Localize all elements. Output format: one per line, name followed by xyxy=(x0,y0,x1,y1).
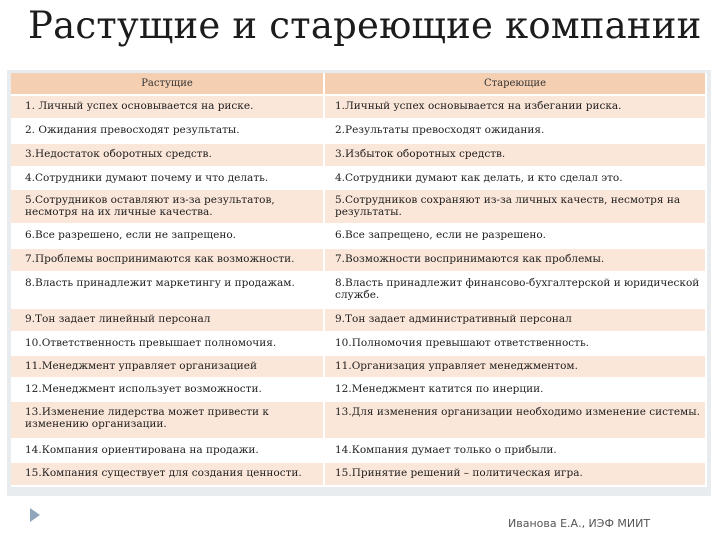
growing-cell: 10.Ответственность превышает полномочия. xyxy=(11,333,325,356)
table-row xyxy=(11,249,707,273)
aging-cell: 15.Принятие решений – политическая игра. xyxy=(325,463,707,487)
aging-cell: 5.Сотрудников сохраняют из-за личных качеств, несмотря на результаты. xyxy=(325,190,707,225)
comparison-table xyxy=(11,73,707,487)
triangle-arrow-icon xyxy=(30,508,40,522)
table-row xyxy=(11,120,707,144)
growing-cell: 4.Сотрудники думают почему и что делать. xyxy=(11,168,325,190)
table-row xyxy=(11,225,707,249)
aging-cell: 14.Компания думает только о прибыли. xyxy=(325,440,707,463)
aging-cell: 1.Личный успех основывается на избегании риска. xyxy=(325,96,707,120)
table-row xyxy=(11,379,707,402)
aging-cell: 2.Результаты превосходят ожидания. xyxy=(325,120,707,144)
aging-cell: 10.Полномочия превышают ответственность. xyxy=(325,333,707,356)
table-row xyxy=(11,402,707,440)
aging-cell: 8.Власть принадлежит финансово-бухгалтерской и юридической службе. xyxy=(325,273,707,309)
table-row xyxy=(11,333,707,356)
aging-cell: 9.Тон задает административный персонал xyxy=(325,309,707,333)
footer-author: Иванова Е.А., ИЭФ МИИТ xyxy=(508,517,651,530)
growing-cell: 8.Власть принадлежит маркетингу и продажам. xyxy=(11,273,325,309)
aging-cell: 7.Возможности воспринимаются как проблемы. xyxy=(325,249,707,273)
table-row xyxy=(11,168,707,190)
growing-cell: 11.Менеджмент управляет организацией xyxy=(11,356,325,379)
table-row xyxy=(11,190,707,225)
table-row xyxy=(11,440,707,463)
table-row xyxy=(11,356,707,379)
aging-cell: 4.Сотрудники думают как делать, и кто сделал это. xyxy=(325,168,707,190)
growing-cell: 1. Личный успех основывается на риске. xyxy=(11,96,325,120)
aging-cell: 3.Избыток оборотных средств. xyxy=(325,144,707,168)
table-row xyxy=(11,309,707,333)
aging-cell: 6.Все запрещено, если не разрешено. xyxy=(325,225,707,249)
aging-cell: 13.Для изменения организации необходимо изменение системы. xyxy=(325,402,707,440)
growing-cell: 7.Проблемы воспринимаются как возможности. xyxy=(11,249,325,273)
header-aging: Стареющие xyxy=(325,73,707,96)
growing-cell: 9.Тон задает линейный персонал xyxy=(11,309,325,333)
growing-cell: 6.Все разрешено, если не запрещено. xyxy=(11,225,325,249)
growing-cell: 5.Сотрудников оставляют из-за результатов, несмотря на их личные качества. xyxy=(11,190,325,225)
table-header-row xyxy=(11,73,707,96)
table-row xyxy=(11,96,707,120)
growing-cell: 3.Недостаток оборотных средств. xyxy=(11,144,325,168)
growing-cell: 13.Изменение лидерства может привести к изменению организации. xyxy=(11,402,325,440)
table-row xyxy=(11,273,707,309)
table-row xyxy=(11,144,707,168)
growing-cell: 14.Компания ориентирована на продажи. xyxy=(11,440,325,463)
aging-cell: 11.Организация управляет менеджментом. xyxy=(325,356,707,379)
growing-cell: 15.Компания существует для создания ценности. xyxy=(11,463,325,487)
aging-cell: 12.Менеджмент катится по инерции. xyxy=(325,379,707,402)
table-row xyxy=(11,463,707,487)
growing-cell: 12.Менеджмент использует возможности. xyxy=(11,379,325,402)
header-growing: Растущие xyxy=(11,73,325,96)
growing-cell: 2. Ожидания превосходят результаты. xyxy=(11,120,325,144)
slide-title: Растущие и стареющие компании xyxy=(28,4,702,47)
